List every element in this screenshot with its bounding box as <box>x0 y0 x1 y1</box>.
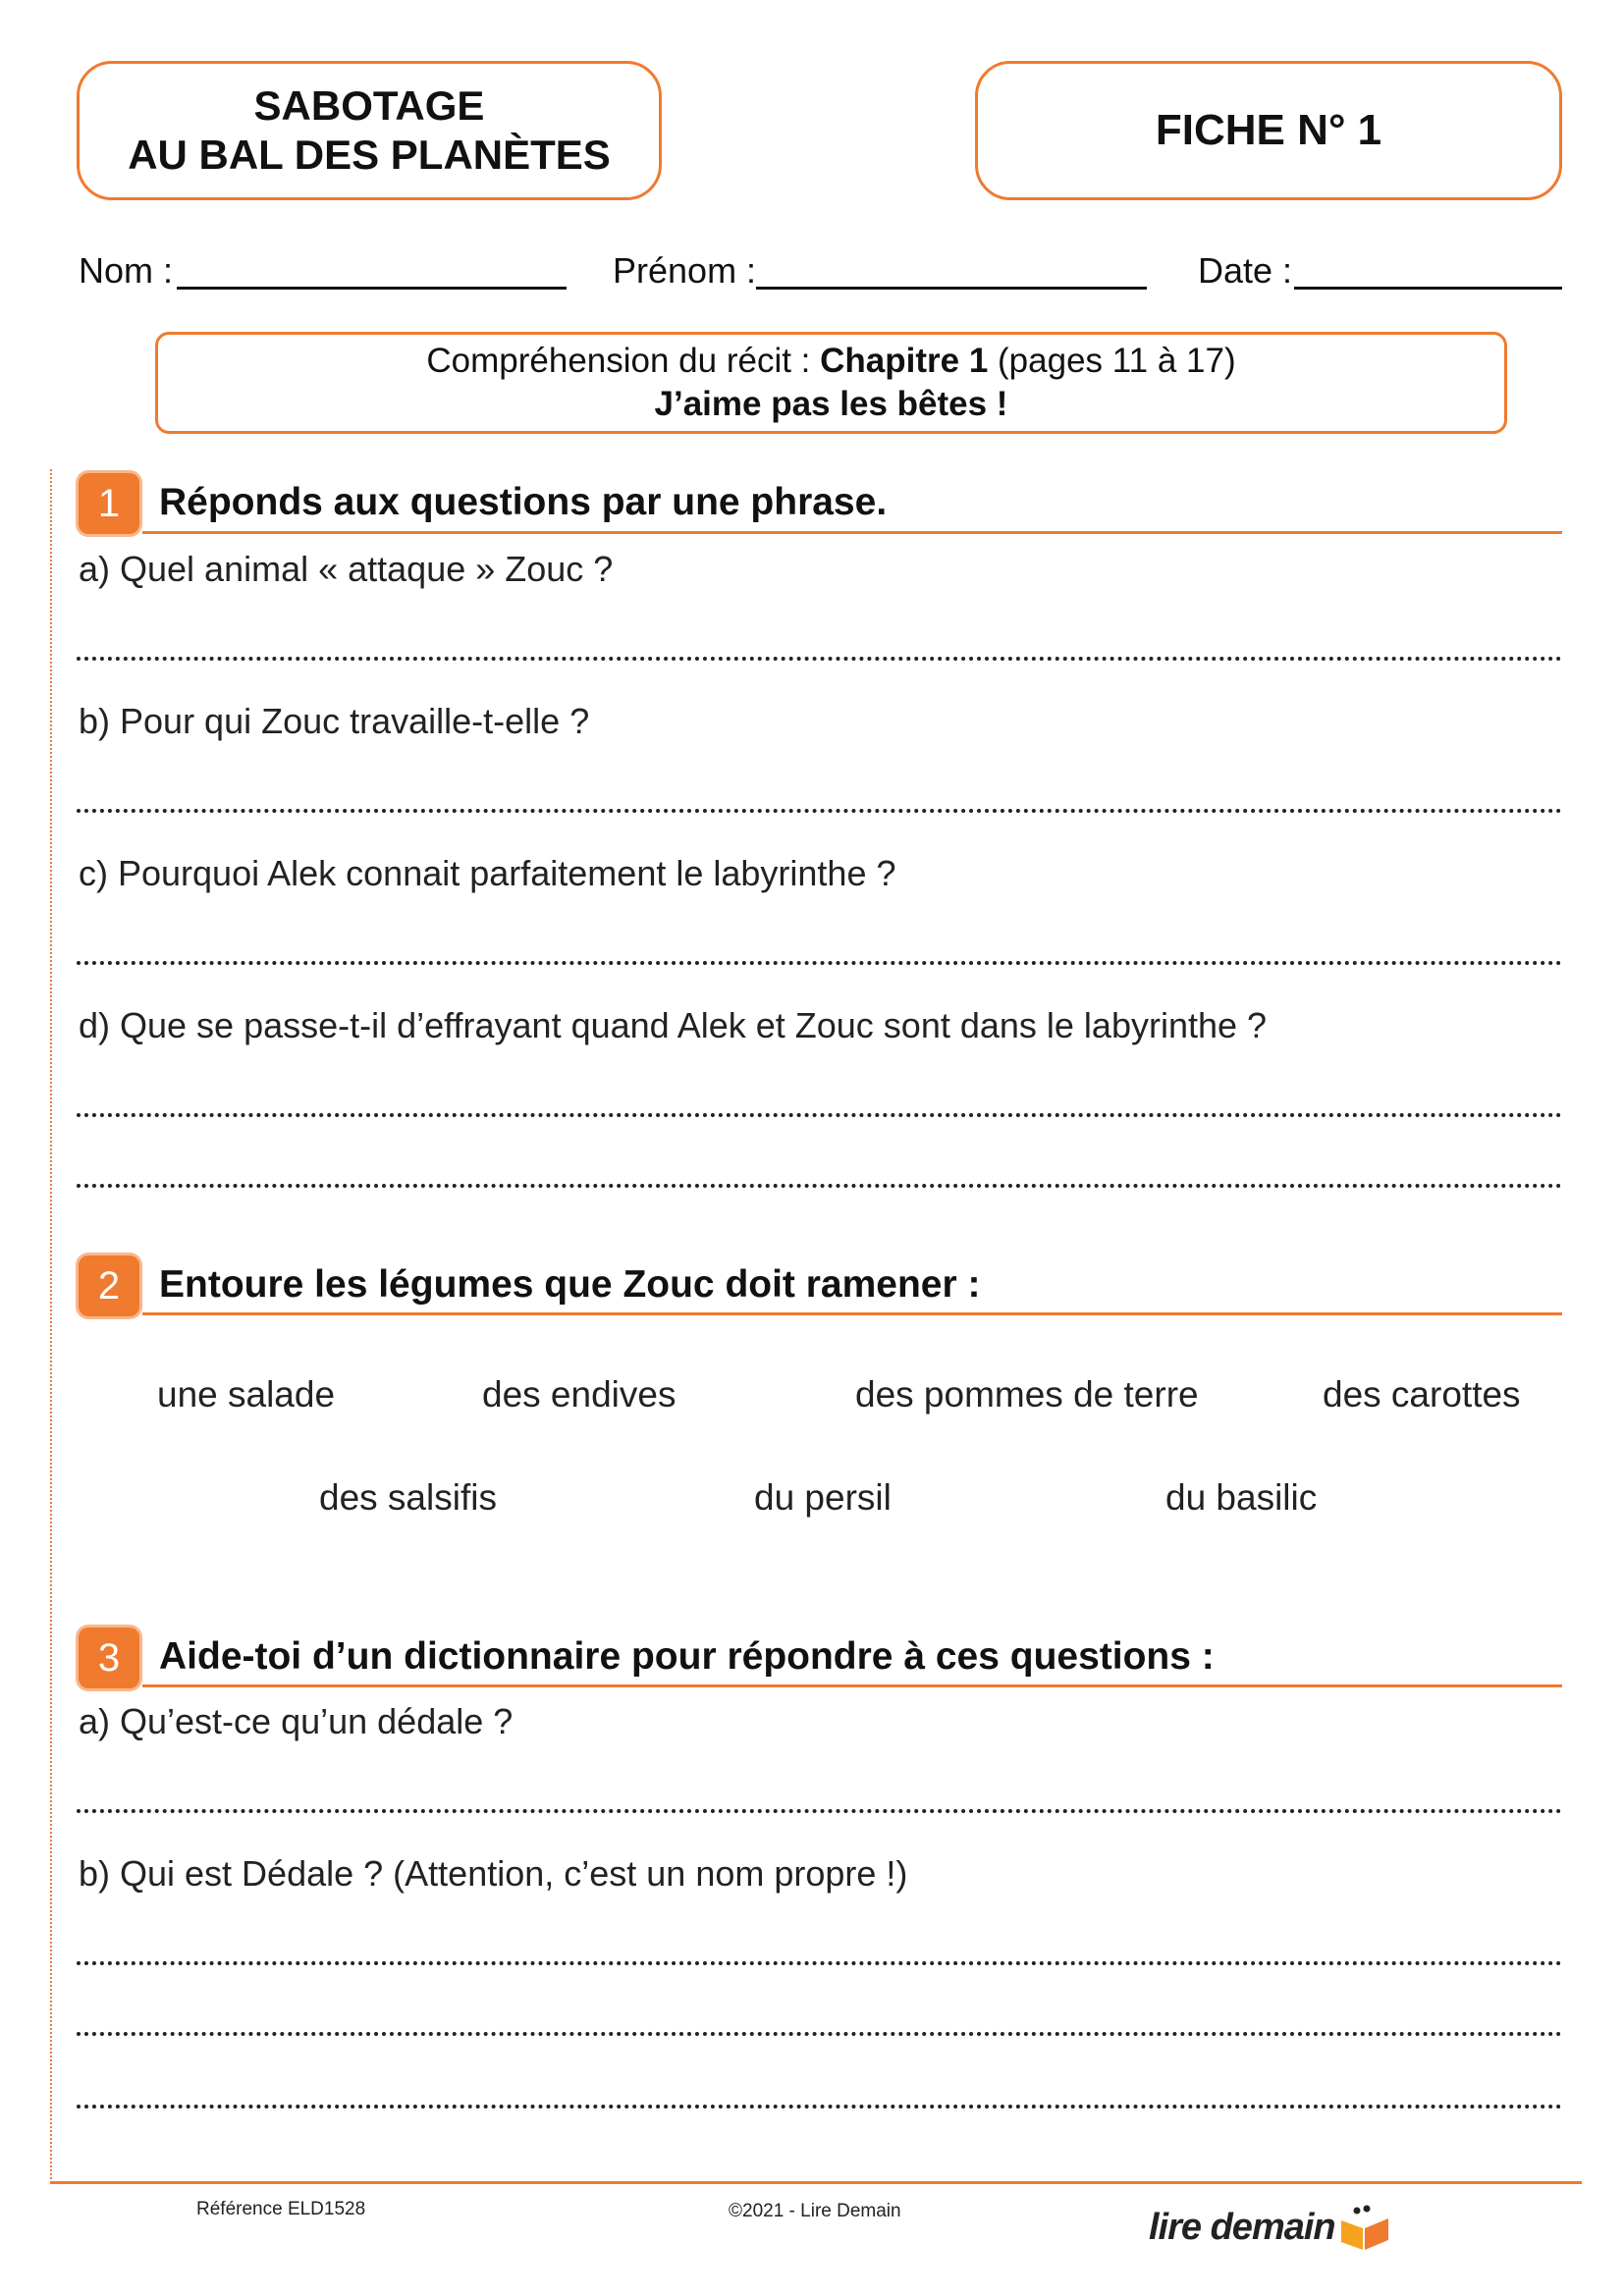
chapter-subtitle-box <box>155 332 1507 434</box>
chapter-title: J’aime pas les bêtes ! <box>654 385 1008 423</box>
vegetable-word[interactable]: des endives <box>482 1374 677 1415</box>
answer-line[interactable] <box>77 657 1562 661</box>
answer-line[interactable] <box>77 2032 1562 2036</box>
title-line-2: AU BAL DES PLANÈTES <box>128 132 611 178</box>
copyright-text: ©2021 - Lire Demain <box>729 2201 901 2221</box>
lire-demain-logo <box>1149 2203 1392 2252</box>
prenom-line[interactable] <box>756 287 1147 290</box>
answer-line[interactable] <box>77 1961 1562 1965</box>
vegetable-word[interactable]: des pommes de terre <box>855 1374 1199 1415</box>
book-icon <box>1337 2203 1392 2252</box>
date-label: Date : <box>1198 250 1293 291</box>
answer-line[interactable] <box>77 809 1562 813</box>
title-line-1: SABOTAGE <box>253 82 485 129</box>
nom-line[interactable] <box>177 287 567 290</box>
vegetable-word[interactable]: du basilic <box>1165 1477 1318 1518</box>
prenom-label: Prénom : <box>613 250 757 291</box>
fiche-number: FICHE N° 1 <box>1155 106 1382 154</box>
chapter-subtitle-line <box>426 340 1235 383</box>
answer-line[interactable] <box>77 961 1562 965</box>
footer-rule <box>50 2181 1582 2184</box>
logo-text: lire demain <box>1149 2206 1335 2248</box>
reference-text: Référence ELD1528 <box>196 2199 366 2219</box>
subtitle-prefix: Compréhension du récit : <box>426 342 821 380</box>
question-1d: d) Que se passe-t-il d’effrayant quand Alek et Zouc sont dans le labyrinthe ? <box>79 1005 1268 1045</box>
section-1-title: Réponds aux questions par une phrase. <box>159 481 888 523</box>
vegetable-word[interactable]: des salsifis <box>319 1477 497 1518</box>
worksheet-title-box <box>77 61 662 200</box>
section-3-badge: 3 <box>79 1628 139 1688</box>
question-1a: a) Quel animal « attaque » Zouc ? <box>79 549 614 589</box>
answer-line[interactable] <box>77 1113 1562 1117</box>
chapter-pages: (pages 11 à 17) <box>988 342 1236 380</box>
question-3b: b) Qui est Dédale ? (Attention, c’est un nom propre !) <box>79 1853 908 1894</box>
fiche-number-box <box>975 61 1562 200</box>
section-1-rule <box>142 531 1562 534</box>
nom-label: Nom : <box>79 250 174 291</box>
answer-line[interactable] <box>77 1809 1562 1813</box>
section-2-rule <box>142 1312 1562 1315</box>
answer-line[interactable] <box>77 2105 1562 2109</box>
section-3-title: Aide-toi d’un dictionnaire pour répondre à ces questions : <box>159 1635 1215 1678</box>
section-1-badge: 1 <box>79 473 139 534</box>
question-1b: b) Pour qui Zouc travaille-t-elle ? <box>79 701 590 741</box>
section-2-title: Entoure les légumes que Zouc doit ramener : <box>159 1263 981 1306</box>
vegetable-word[interactable]: une salade <box>157 1374 336 1415</box>
answer-line[interactable] <box>77 1184 1562 1188</box>
chapter-label: Chapitre 1 <box>820 342 989 380</box>
question-3a: a) Qu’est-ce qu’un dédale ? <box>79 1701 514 1741</box>
vegetable-word[interactable]: du persil <box>754 1477 892 1518</box>
vegetable-word[interactable]: des carottes <box>1323 1374 1521 1415</box>
date-line[interactable] <box>1294 287 1562 290</box>
section-3-rule <box>142 1684 1562 1687</box>
section-2-badge: 2 <box>79 1255 139 1316</box>
question-1c: c) Pourquoi Alek connait parfaitement le labyrinthe ? <box>79 853 896 893</box>
left-margin-line <box>50 469 52 2183</box>
